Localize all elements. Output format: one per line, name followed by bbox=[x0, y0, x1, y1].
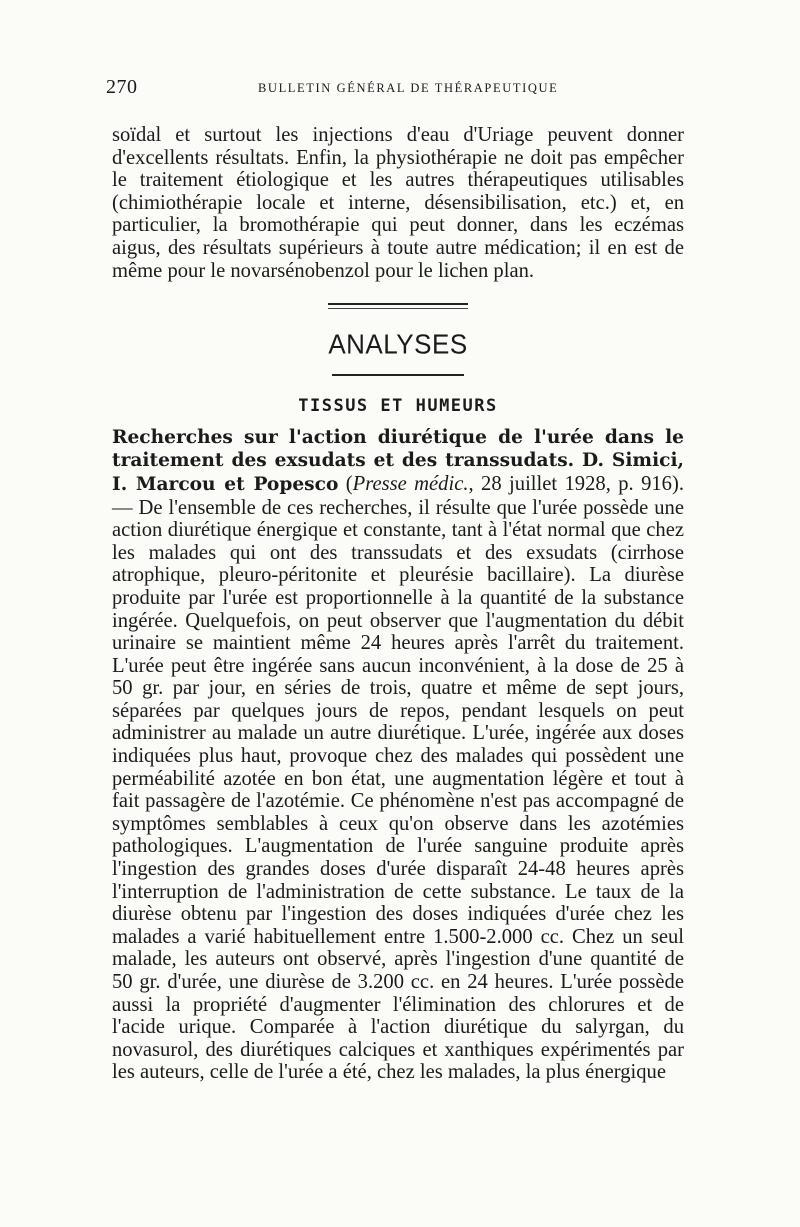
citation-details: , 28 juillet 1928, p. 916). — bbox=[112, 472, 684, 519]
running-head: BULLETIN GÉNÉRAL DE THÉRAPEUTIQUE bbox=[258, 81, 559, 95]
section-divider bbox=[328, 303, 468, 309]
article-paragraph bbox=[112, 426, 684, 1084]
section-underline bbox=[332, 374, 464, 376]
subsection-title: TISSUS ET HUMEURS bbox=[298, 395, 498, 416]
page-number: 270 bbox=[106, 76, 138, 98]
document-page bbox=[106, 70, 684, 1105]
intro-paragraph: soïdal et surtout les injections d'eau d'Uriage peuvent donner d'excellents résultats. Enfin, la physiothérapie ne doit pas empêcher le traitement étiologique et les autres thérapeutiques utilisables (chimiothérapie locale et interne, désensibilisation, etc.) et, en particulier, la bromothérapie qui peut donner, dans les eczémas aigus, des résultats supérieurs à toute autre médication; il en est de même pour le novarsénobenzol pour le lichen plan. bbox=[112, 124, 684, 282]
journal-name: Presse médic. bbox=[352, 472, 469, 495]
journal-paren: ( bbox=[345, 472, 353, 495]
page-header bbox=[106, 70, 684, 100]
article-body: De l'ensemble de ces recherches, il résulte que l'urée possède une action diurétique énergique et constante, tant à l'état normal que chez les malades qui ont des transsudats et des exsudats (cirrhose atrophique, pleuro-péritonite et pleurésie bacillaire). La diurèse produite par l'urée est proportionnelle à la quantité de la substance ingérée. Quelquefois, on peut observer que l'augmentation du débit urinaire se maintient même 24 heures après l'arrêt du traitement. L'urée peut être ingérée sans aucun inconvénient, à la dose de 25 à 50 gr. par jour, en séries de trois, quatre et même de sept jours, séparées par quelques jours de repos, pendant lesquels on peut administrer au malade un autre diurétique. L'urée, ingérée aux doses indiquées plus haut, provoque chez des malades qui possèdent une perméabilité azotée en bon état, une augmentation légère et tout à fait passagère de l'azotémie. Ce phénomène n'est pas accompagné de symptômes semblables à ceux qu'on observe dans les azotémies pathologiques. L'augmentation de l'urée sanguine produite après l'ingestion des grandes doses d'urée disparaît 24-48 heures après l'interruption de l'administration de cette substance. Le taux de la diurèse obtenu par l'ingestion des doses indiquées d'urée chez les malades a varié habituellement entre 1.500-2.000 cc. Chez un seul malade, les auteurs ont observé, après l'ingestion d'une quantité de 50 gr. d'urée, une diurèse de 3.200 cc. en 24 heures. L'urée possède aussi la propriété d'augmenter l'élimination des chlorures et de l'acide urique. Comparée à l'action diurétique du salyrgan, du novasurol, des diurétiques calciques et xanthiques expérimentés par les auteurs, celle de l'urée a été, chez les malades, la plus énergique bbox=[112, 496, 684, 1084]
section-title: ANALYSES bbox=[328, 327, 468, 360]
article-reference: Recherches sur l'action diurétique de l'urée dans le traitement des exsudats et des transsudats. D. Simici, I. Marcou et Popesco bbox=[112, 426, 684, 495]
